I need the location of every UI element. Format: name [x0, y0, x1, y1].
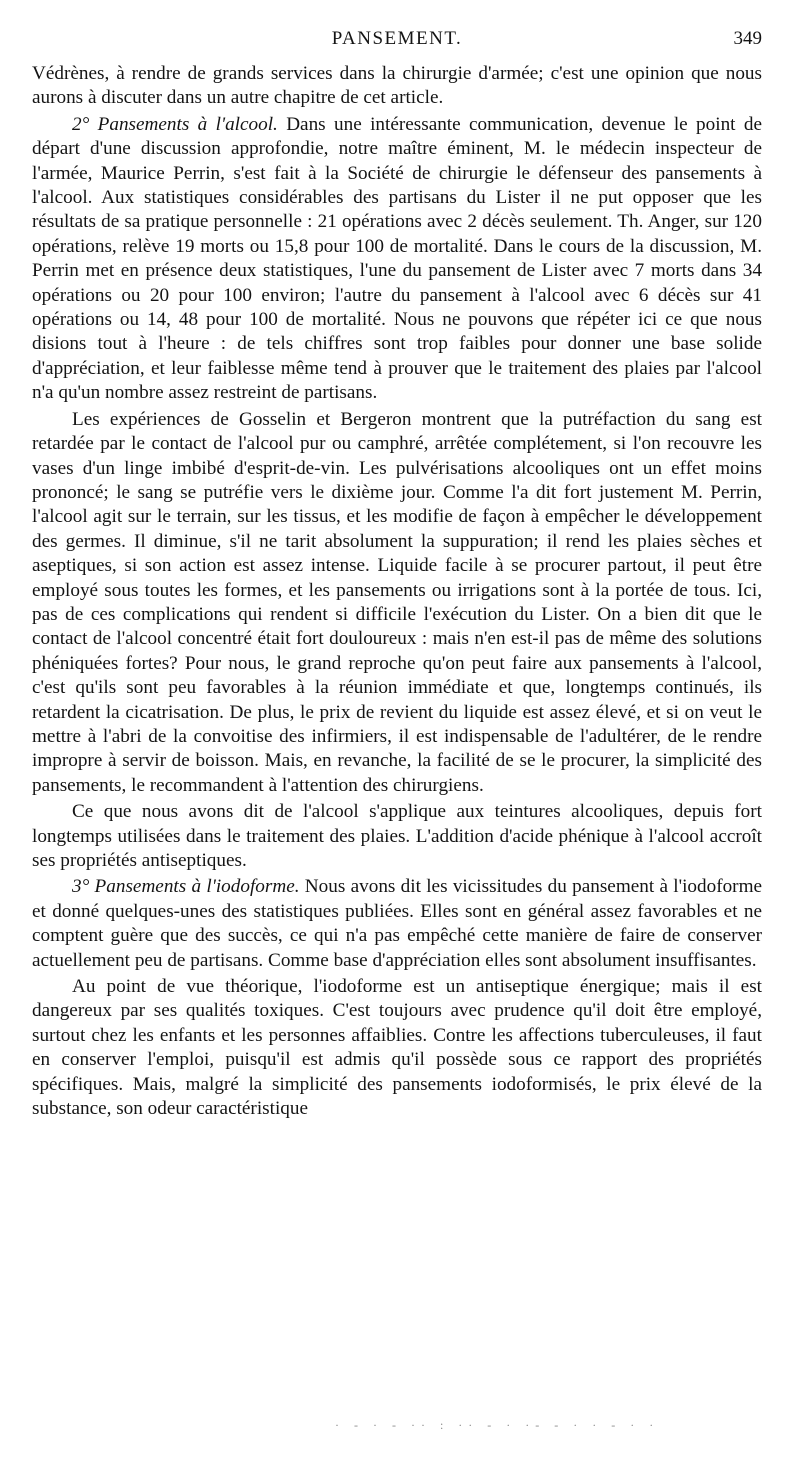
paragraph-theorique: [32, 975, 762, 1121]
paragraph-text: Les expériences de Gosselin et Bergeron montrent que la putréfaction du sang est retardée par le contact de l'alcool pur ou camphré, arrêtée complétement, si l'on recouvre les vases d'un linge imbibé d'esprit-de-vin. Les pulvérisations alcooliques ont un effet moins prononcé; le sang se putréfie vers le dixième jour. Comme l'a dit fort justement M. Perrin, l'alcool agit sur le terrain, sur les tissus, et les modifie de façon à empêcher le développement des germes. Il diminue, s'il ne tarit absolument la suppuration; il rend les plaies sèches et aseptiques, si son action est assez intense. Liquide facile à se procurer partout, il peut être employé sous toutes les formes, et les pansements ou irrigations sont à la portée de tous. Ici, pas de ces complications qui rendent si difficile l'exécution du Lister. On a bien dit que le contact de l'alcool concentré était fort douloureux : mais n'en est-il pas de même des solutions phéniquées fortes? Pour nous, le grand reproche qu'on peut faire aux pansements à l'alcool, c'est qu'ils sont peu favorables à la réunion immédiate et que, longtemps continués, ils retardent la cicatrisation. De plus, le prix de revient du liquide est assez élevé, et si on veut le mettre à l'abri de la convoitise des infirmiers, il est indispensable de l'adultérer, de le rendre impropre à servir de boisson. Mais, en revanche, la facilité de se le procurer, la simplicité des pansements, le recommandent à l'attention des chirurgiens.: [32, 408, 762, 796]
scan-noise-marks: · - · - ·· : ·· - · ·- - · · - · ·: [335, 1418, 660, 1432]
paragraph-text: Ce que nous avons dit de l'alcool s'applique aux teintures alcooliques, depuis fort longtemps utilisées dans le traitement des plaies. L'addition d'acide phénique à l'alcool accroît ses propriétés antiseptiques.: [32, 801, 762, 871]
paragraph-alcool: [32, 113, 762, 406]
paragraph-text: Nous avons dit les vicissitudes du pansement à l'iodoforme et donné quelques-unes des statistiques publiées. Elles sont en général assez favorables et ne comptent guère que des succès, ce qui n'a pas empêché cette manière de faire de conserver actuellement peu de partisans. Comme base d'appréciation elles sont absolument insuffisantes.: [32, 876, 763, 971]
paragraph-teintures: [32, 800, 762, 873]
section-heading-alcool: 2° Pansements à l'alcool.: [72, 113, 278, 135]
paragraph-experiences: [32, 408, 762, 799]
paragraph-text: Védrènes, à rendre de grands services dans la chirurgie d'armée; c'est une opinion que nous aurons à discuter dans un autre chapitre de cet article.: [32, 63, 762, 109]
page-header: [32, 28, 762, 54]
section-heading-iodoforme: 3° Pansements à l'iodoforme.: [72, 876, 300, 898]
paragraph-continuation: [32, 62, 762, 111]
paragraph-text: Dans une intéressante communication, devenue le point de départ d'une discussion approfondie, notre maître éminent, M. le médecin inspecteur de l'armée, Maurice Perrin, s'est fait à la Société de chirurgie le défenseur des pansements à l'alcool. Aux statistiques considérables des partisans du Lister il ne put opposer que les résultats de sa pratique personnelle : 21 opérations avec 2 décès seulement. Th. Anger, sur 120 opérations, relève 19 morts ou 15,8 pour 100 de mortalité. Dans le cours de la discussion, M. Perrin met en présence deux statistiques, l'une du pansement de Lister avec 7 morts dans 34 opérations ou 20 pour 100 environ; l'autre du pansement à l'alcool avec 6 décès sur 41 opérations ou 14, 48 pour 100 de mortalité. Nous ne pouvons que répéter ici ce que nous disions tout à l'heure : de tels chiffres sont trop faibles pour donner une base solide d'appréciation, et leur faiblesse même tend à prouver que le traitement des plaies par l'alcool n'a qu'un nombre assez restreint de partisans.: [32, 113, 762, 404]
page-number: 349: [733, 28, 762, 49]
paragraph-iodoforme: [32, 875, 762, 973]
paragraph-text: Au point de vue théorique, l'iodoforme est un antiseptique énergique; mais il est dangereux par ses qualités toxiques. C'est toujours avec prudence qu'il doit être employé, surtout chez les enfants et les personnes affaiblies. Contre les affections tuberculeuses, il faut en conserver l'emploi, puisqu'il est admis qu'il possède sous ce rapport des propriétés spécifiques. Mais, malgré la simplicité des pansements iodoformisés, le prix élevé de la substance, son odeur caractéristique: [32, 976, 762, 1120]
running-title: PANSEMENT.: [331, 28, 463, 49]
body-text: [32, 62, 762, 1121]
